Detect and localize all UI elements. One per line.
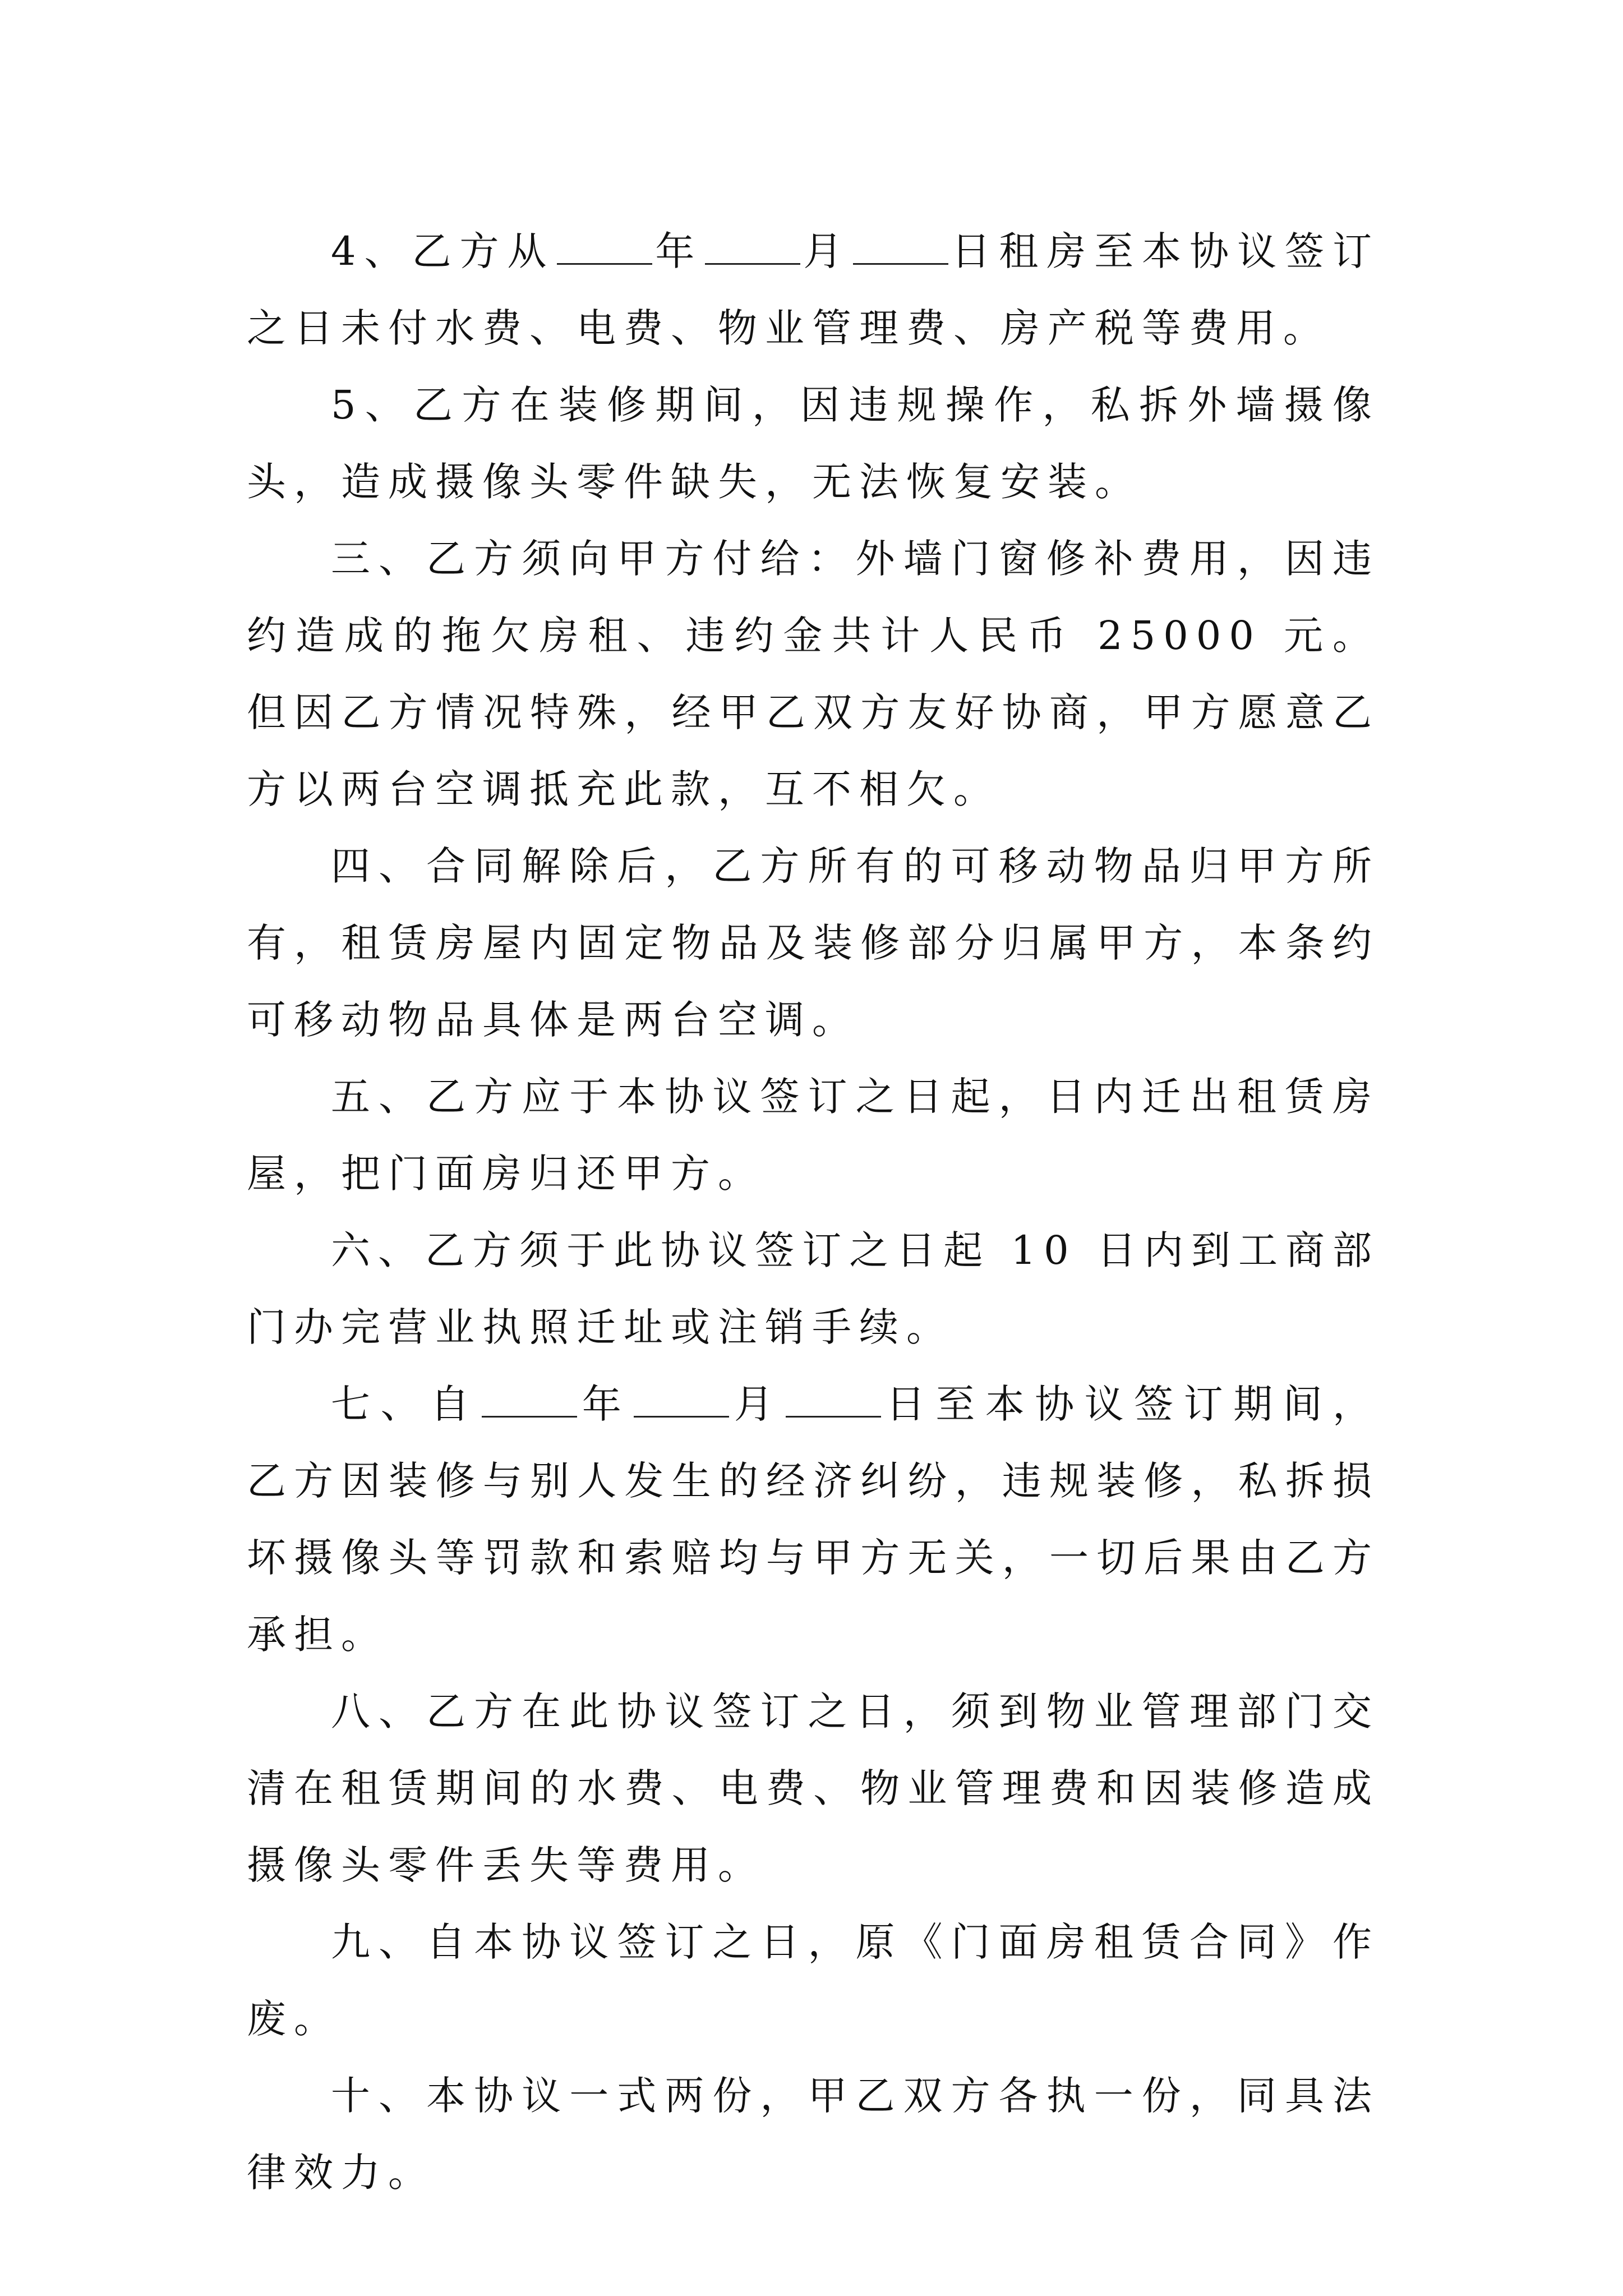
blank-month [705, 229, 800, 265]
clause-4-text-1: 4、乙方从 [331, 228, 555, 274]
clause-4 [247, 213, 1380, 367]
clause-six: 六、乙方须于此协议签订之日起 10 日内到工商部门办完营业执照迁址或注销手续。 [247, 1227, 1380, 1350]
blank-month [634, 1382, 729, 1418]
clause-seven-text-1: 七、自 [331, 1381, 480, 1427]
clause-4-text-4: 日租房至本协议签订之日未付水费、电费、物业管理费、房产税等费用。 [247, 228, 1380, 351]
clause-five: 五、乙方应于本协议签订之日起，日内迁出租赁房屋，把门面房归还甲方。 [247, 1074, 1380, 1197]
blank-year [557, 229, 652, 265]
clause-seven [247, 1366, 1380, 1673]
blank-day [786, 1382, 881, 1418]
blank-year [482, 1382, 577, 1418]
clause-seven-text-3: 月 [731, 1381, 784, 1427]
clause-eight: 八、乙方在此协议签订之日，须到物业管理部门交清在租赁期间的水费、电费、物业管理费和因装修造成摄像头零件丢失等费用。 [247, 1688, 1380, 1888]
clause-4-text-2: 年 [654, 228, 703, 274]
document-body [247, 213, 1380, 2211]
blank-day [853, 229, 948, 265]
clause-nine: 九、自本协议签订之日，原《门面房租赁合同》作废。 [247, 1919, 1380, 2042]
clause-4-text-3: 月 [803, 228, 851, 274]
clause-three: 三、乙方须向甲方付给：外墙门窗修补费用，因违约造成的拖欠房租、违约金共计人民币 25000 元。但因乙方情况特殊，经甲乙双方友好协商，甲方愿意乙方以两台空调抵充此款，互不相欠。 [247, 536, 1380, 812]
clause-5: 5、乙方在装修期间，因违规操作，私拆外墙摄像头，造成摄像头零件缺失，无法恢复安装。 [247, 382, 1380, 505]
clause-seven-text-2: 年 [579, 1381, 632, 1427]
clause-ten: 十、本协议一式两份，甲乙双方各执一份，同具法律效力。 [247, 2073, 1380, 2196]
clause-four: 四、合同解除后，乙方所有的可移动物品归甲方所有，租赁房屋内固定物品及装修部分归属甲方，本条约可移动物品具体是两台空调。 [247, 843, 1380, 1043]
clause-seven-text-4: 日至本协议签订期间，乙方因装修与别人发生的经济纠纷，违规装修，私拆损坏摄像头等罚款和索赔均与甲方无关，一切后果由乙方承担。 [247, 1381, 1380, 1658]
